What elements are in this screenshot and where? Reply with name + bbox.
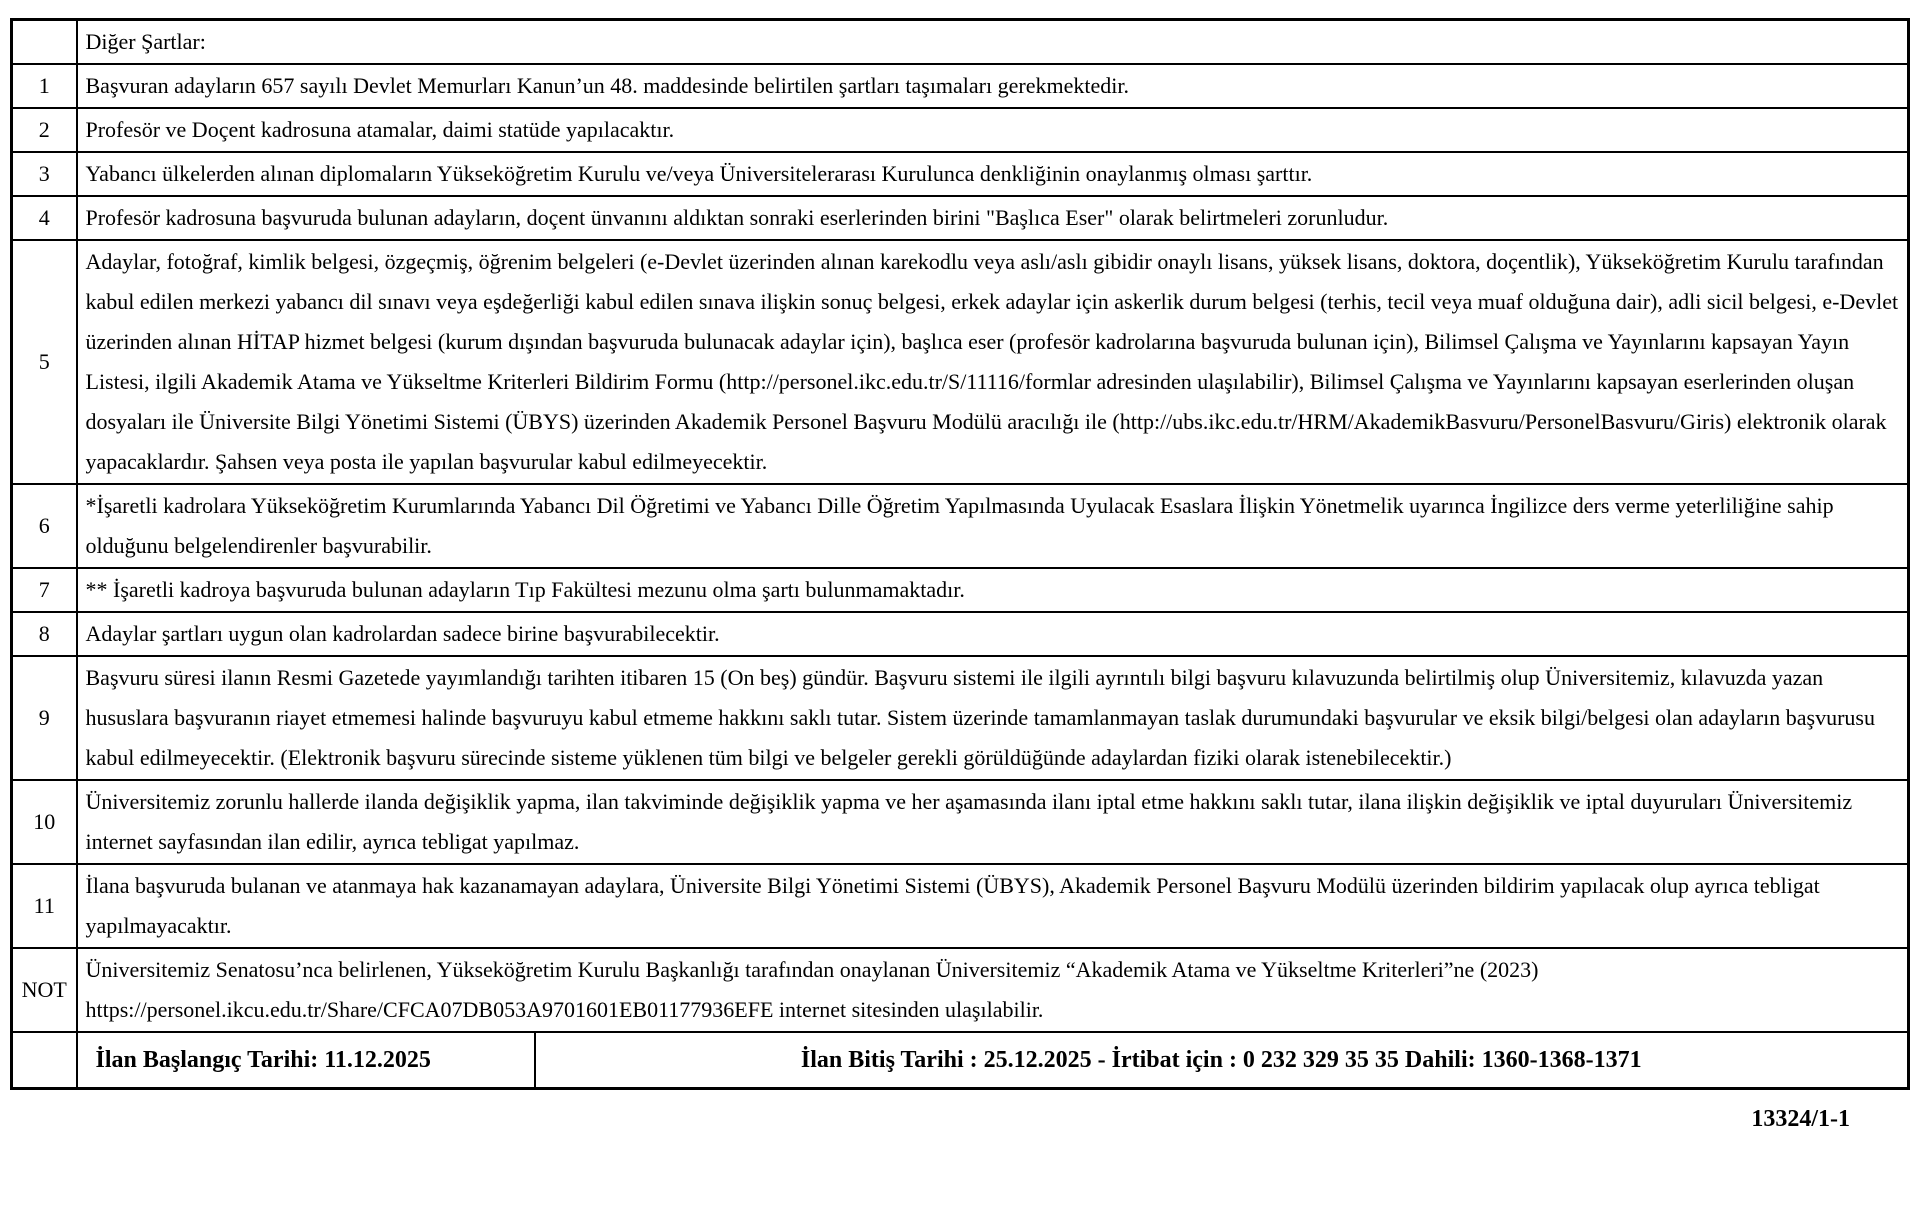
footer-empty-cell (12, 1032, 77, 1088)
other-conditions-title: Diğer Şartlar: (77, 20, 1909, 65)
end-date-contact-label: İlan Bitiş Tarihi : 25.12.2025 - İrtibat için : 0 232 329 35 35 Dahili: 1360-1368-1371 (535, 1032, 1909, 1088)
table-row (12, 948, 1909, 1032)
table-row (12, 568, 1909, 612)
condition-text: Profesör ve Doçent kadrosuna atamalar, daimi statüde yapılacaktır. (77, 108, 1909, 152)
row-number-cell: 2 (12, 108, 77, 152)
row-number-cell: 8 (12, 612, 77, 656)
condition-text: Üniversitemiz Senatosu’nca belirlenen, Yükseköğretim Kurulu Başkanlığı tarafından onaylanan Üniversitemiz “Akademik Atama ve Yükseltme Kriterleri”ne (2023) https://personel.ikcu.edu.tr/Share/CFCA07DB053A9701601EB01177936EFE internet sitesinden ulaşılabilir. (77, 948, 1909, 1032)
condition-text: Profesör kadrosuna başvuruda bulunan adayların, doçent ünvanını aldıktan sonraki eserlerinden birini "Başlıca Eser" olarak belirtmeleri zorunludur. (77, 196, 1909, 240)
table-row (12, 64, 1909, 108)
start-date-label: İlan Başlangıç Tarihi: 11.12.2025 (77, 1032, 535, 1088)
table-row (12, 152, 1909, 196)
table-header-row (12, 20, 1909, 65)
condition-text: *İşaretli kadrolara Yükseköğretim Kurumlarında Yabancı Dil Öğretimi ve Yabancı Dille Öğretim Yapılmasında Uyulacak Esaslara İlişkin Yönetmelik uyarınca İngilizce ders verme yeterliliğine sahip olduğunu belgelendirenler başvurabilir. (77, 484, 1909, 568)
table-row (12, 780, 1909, 864)
row-number-cell: 5 (12, 240, 77, 484)
condition-text: Yabancı ülkelerden alınan diplomaların Yükseköğretim Kurulu ve/veya Üniversitelerarası Kurulunca denkliğinin onaylanmış olması şarttır. (77, 152, 1909, 196)
row-number-cell (12, 20, 77, 65)
table-row (12, 196, 1909, 240)
condition-text: Adaylar şartları uygun olan kadrolardan sadece birine başvurabilecektir. (77, 612, 1909, 656)
condition-text: Üniversitemiz zorunlu hallerde ilanda değişiklik yapma, ilan takviminde değişiklik yapma ve her aşamasında ilanı iptal etme hakkını saklı tutar, ilana ilişkin değişiklik ve iptal duyuruları Üniversitemiz internet sayfasından ilan edilir, ayrıca tebligat yapılmaz. (77, 780, 1909, 864)
table-row (12, 864, 1909, 948)
table-row (12, 612, 1909, 656)
condition-text: Başvuru süresi ilanın Resmi Gazetede yayımlandığı tarihten itibaren 15 (On beş) gündür. Başvuru sistemi ile ilgili ayrıntılı bilgi başvuru kılavuzunda belirtilmiş olup Üniversitemiz, kılavuzda yazan hususlara başvuranın riayet etmemesi halinde başvuruyu kabul etmeme hakkını saklı tutar. Sistem üzerinde tamamlanmayan taslak durumundaki başvurular ve eksik bilgi/belgesi olan adayların başvurusu kabul edilmeyecektir. (Elektronik başvuru sürecinde sisteme yüklenen tüm bilgi ve belgeler gerekli görüldüğünde adaylardan fiziki olarak istenebilecektir.) (77, 656, 1909, 780)
table-row (12, 656, 1909, 780)
condition-text: Başvuran adayların 657 sayılı Devlet Memurları Kanun’un 48. maddesinde belirtilen şartları taşımaları gerekmektedir. (77, 64, 1909, 108)
conditions-table-body (12, 20, 1909, 1089)
condition-text: İlana başvuruda bulanan ve atanmaya hak kazanamayan adaylara, Üniversite Bilgi Yönetimi Sistemi (ÜBYS), Akademik Personel Başvuru Modülü üzerinden bildirim yapılacak olup ayrıca tebligat yapılmayacaktır. (77, 864, 1909, 948)
row-number-cell: 1 (12, 64, 77, 108)
table-row (12, 484, 1909, 568)
table-row (12, 108, 1909, 152)
row-number-cell: 9 (12, 656, 77, 780)
condition-text: ** İşaretli kadroya başvuruda bulunan adayların Tıp Fakültesi mezunu olma şartı bulunmamaktadır. (77, 568, 1909, 612)
table-row (12, 240, 1909, 484)
row-number-cell: NOT (12, 948, 77, 1032)
row-number-cell: 4 (12, 196, 77, 240)
row-number-cell: 3 (12, 152, 77, 196)
gazette-doc-number: 13324/1-1 (1751, 1106, 1850, 1132)
conditions-table (10, 18, 1910, 1090)
row-number-cell: 10 (12, 780, 77, 864)
row-number-cell: 7 (12, 568, 77, 612)
footer-row (12, 1032, 1909, 1088)
row-number-cell: 6 (12, 484, 77, 568)
row-number-cell: 11 (12, 864, 77, 948)
condition-text: Adaylar, fotoğraf, kimlik belgesi, özgeçmiş, öğrenim belgeleri (e-Devlet üzerinden alınan karekodlu veya aslı/aslı gibidir onaylı lisans, yüksek lisans, doktora, doçentlik), Yükseköğretim Kurulu tarafından kabul edilen merkezi yabancı dil sınavı veya eşdeğerliği kabul edilen sınava ilişkin sonuç belgesi, erkek adaylar için askerlik durum belgesi (terhis, tecil veya muaf olduğuna dair), adli sicil belgesi, e-Devlet üzerinden alınan HİTAP hizmet belgesi (kurum dışından başvuruda bulunacak adaylar için), başlıca eser (profesör kadrolarına başvuruda bulunan için), Bilimsel Çalışma ve Yayınlarını kapsayan Yayın Listesi, ilgili Akademik Atama ve Yükseltme Kriterleri Bildirim Formu (http://personel.ikc.edu.tr/S/11116/formlar adresinden ulaşılabilir), Bilimsel Çalışma ve Yayınlarını kapsayan eserlerinden oluşan dosyaları ile Üniversite Bilgi Yönetimi Sistemi (ÜBYS) üzerinden Akademik Personel Başvuru Modülü aracılığı ile (http://ubs.ikc.edu.tr/HRM/AkademikBasvuru/PersonelBasvuru/Giris) elektronik olarak yapacaklardır. Şahsen veya posta ile yapılan başvurular kabul edilmeyecektir. (77, 240, 1909, 484)
